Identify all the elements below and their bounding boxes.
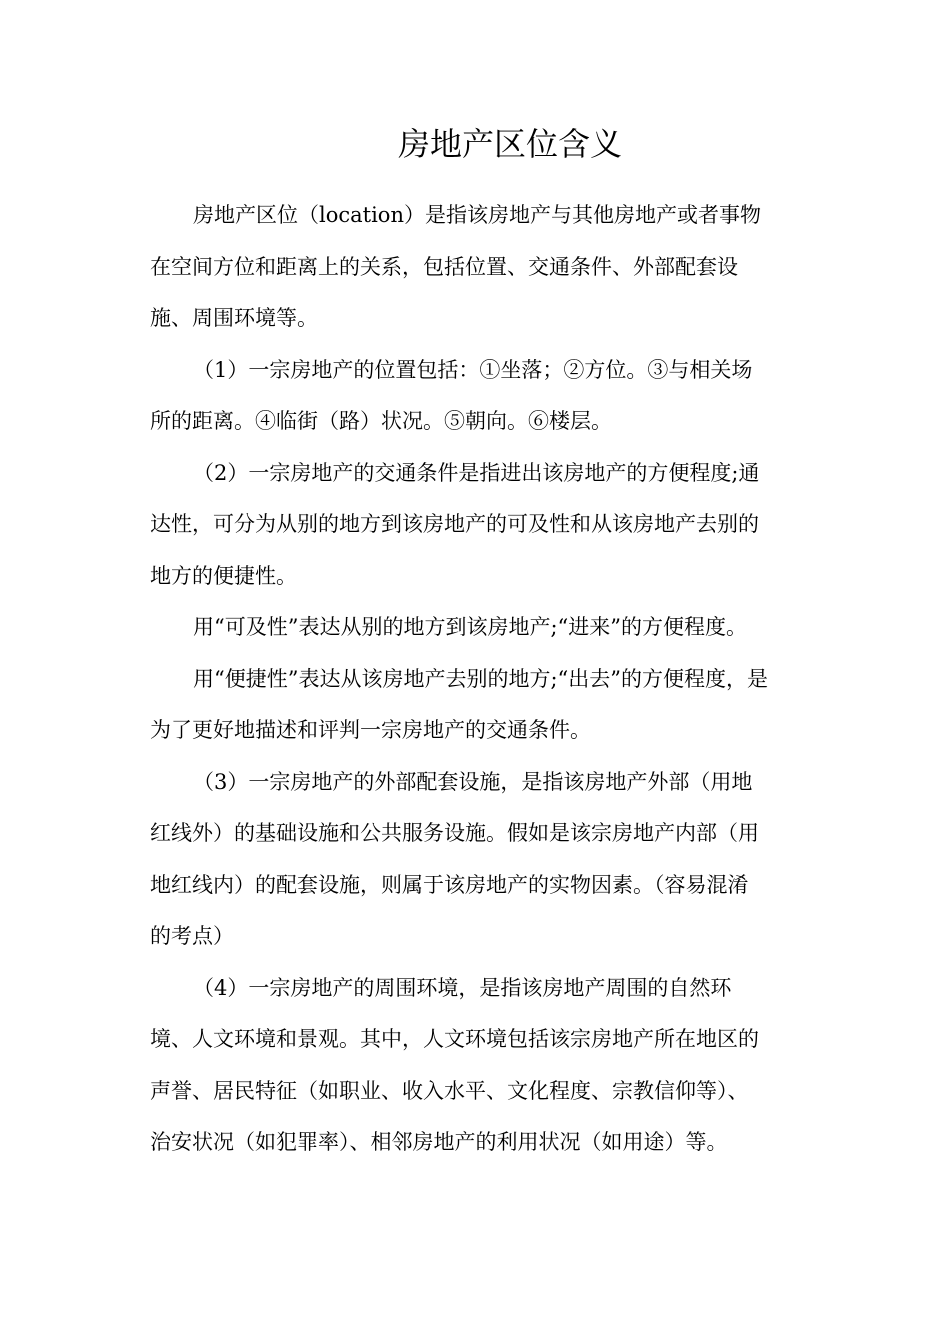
paragraph-6-line-2: 红线外）的基础设施和公共服务设施。假如是该宗房地产内部（用 <box>150 821 759 845</box>
paragraph-5-line-1: 用“便捷性”表达从该房地产去别的地方;“出去”的方便程度，是 <box>193 667 769 691</box>
paragraph-3-line-1: （2）一宗房地产的交通条件是指进出该房地产的方便程度;通 <box>193 461 760 485</box>
paragraph-1-line-1: 房地产区位（location）是指该房地产与其他房地产或者事物 <box>193 203 761 227</box>
paragraph-4-line-1: 用“可及性”表达从别的地方到该房地产;“进来”的方便程度。 <box>193 615 748 639</box>
paragraph-6-line-3: 地红线内）的配套设施，则属于该房地产的实物因素。（容易混淆 <box>150 873 749 897</box>
paragraph-7-line-3: 声誉、居民特征（如职业、收入水平、文化程度、宗教信仰等）、 <box>150 1079 749 1103</box>
paragraph-3-line-2: 达性，可分为从别的地方到该房地产的可及性和从该房地产去别的 <box>150 512 759 536</box>
paragraph-1-line-2: 在空间方位和距离上的关系，包括位置、交通条件、外部配套设 <box>150 255 738 279</box>
paragraph-6-line-1: （3）一宗房地产的外部配套设施，是指该房地产外部（用地 <box>193 770 753 794</box>
paragraph-1-line-3: 施、周围环境等。 <box>150 306 318 330</box>
paragraph-5-line-2: 为了更好地描述和评判一宗房地产的交通条件。 <box>150 718 591 742</box>
paragraph-6-line-4: 的考点） <box>150 924 234 948</box>
paragraph-2-line-1: （1）一宗房地产的位置包括：①坐落；②方位。③与相关场 <box>193 358 753 382</box>
paragraph-3-line-3: 地方的便捷性。 <box>150 564 297 588</box>
document-title: 房地产区位含义 <box>397 125 622 163</box>
paragraph-7-line-1: （4）一宗房地产的周围环境，是指该房地产周围的自然环 <box>193 976 732 1000</box>
paragraph-7-line-4: 治安状况（如犯罪率）、相邻房地产的利用状况（如用途）等。 <box>150 1130 728 1154</box>
paragraph-2-line-2: 所的距离。④临街（路）状况。⑤朝向。⑥楼层。 <box>150 409 612 433</box>
paragraph-7-line-2: 境、人文环境和景观。其中，人文环境包括该宗房地产所在地区的 <box>150 1027 759 1051</box>
